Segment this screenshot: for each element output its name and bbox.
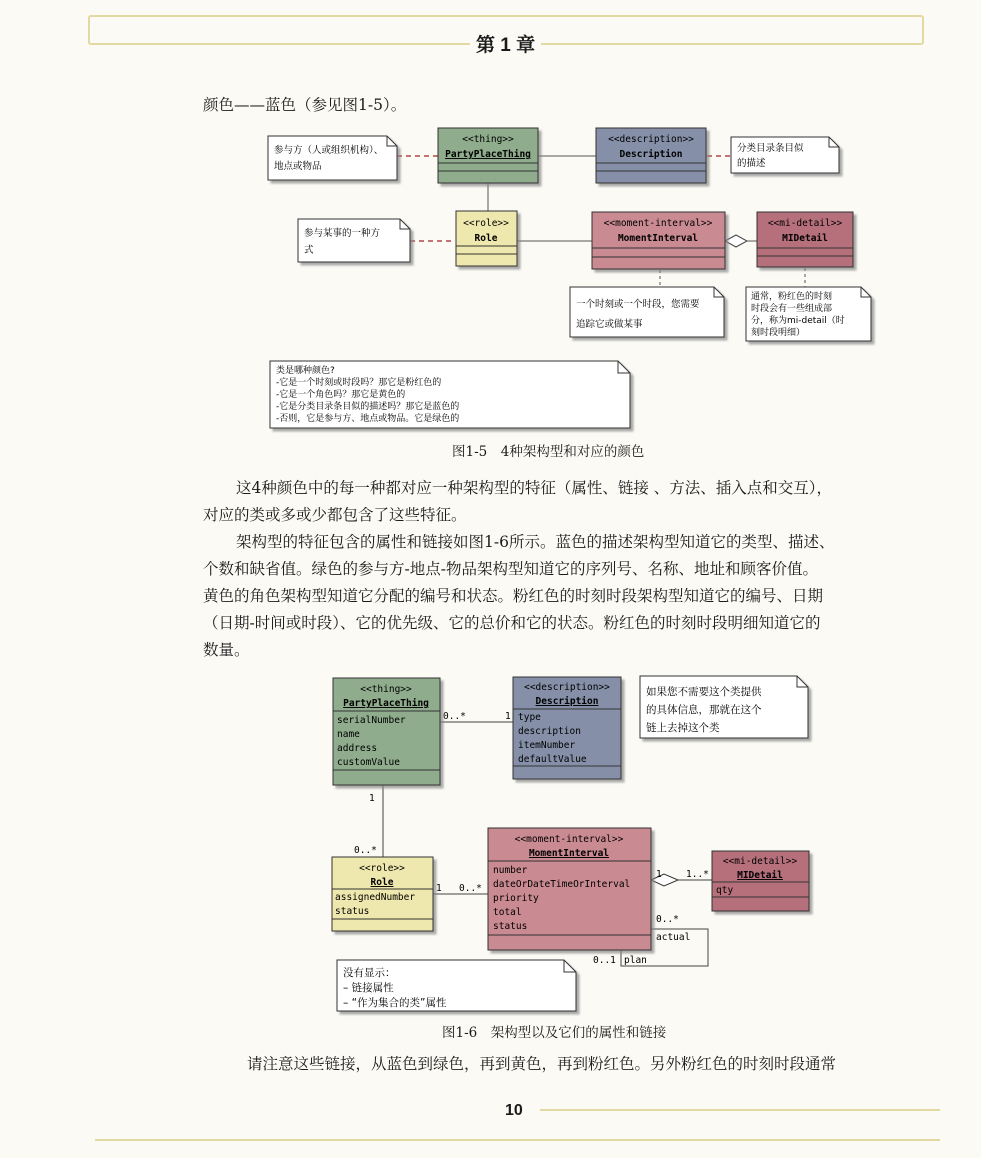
mult-self-top: 0..* <box>656 914 679 925</box>
svg-text:– “作为集合的类”属性: – “作为集合的类”属性 <box>343 997 447 1009</box>
svg-text:qty: qty <box>716 885 734 896</box>
svg-text:<<thing>>: <<thing>> <box>360 684 412 695</box>
para1-line1: 这4种颜色中的每一种都对应一种架构型的特征（属性、链接 、方法、插入点和交互）， <box>236 479 833 497</box>
fig1-midetail-name: MIDetail <box>782 233 828 244</box>
svg-text:Description: Description <box>535 696 599 707</box>
label-plan: plan <box>624 955 647 966</box>
svg-text:total: total <box>493 907 522 918</box>
svg-text:分类目录条目似: 分类目录条目似 <box>737 143 804 154</box>
mult-moment-detail-left: 1 <box>656 869 662 880</box>
svg-text:刻时段明细）: 刻时段明细） <box>751 328 806 338</box>
fig2-note-link <box>640 676 808 738</box>
svg-text:priority: priority <box>493 893 539 904</box>
fig1-role-name: Role <box>474 233 498 244</box>
svg-text:dateOrDateTimeOrInterval: dateOrDateTimeOrInterval <box>493 879 631 890</box>
fig2-caption: 图1-6 架构型以及它们的属性和链接 <box>442 1025 667 1041</box>
svg-text:status: status <box>335 906 370 917</box>
fig2-description-class <box>513 677 621 779</box>
svg-text:MIDetail: MIDetail <box>737 870 783 881</box>
svg-text:-否则，它是参与方、地点或物品。它是绿色的: -否则，它是参与方、地点或物品。它是绿色的 <box>276 414 460 424</box>
svg-text:name: name <box>337 729 360 740</box>
para1-line2: 对应的类或多或少都包含了这些特征。 <box>203 506 467 524</box>
svg-text:type: type <box>518 712 541 723</box>
page-number: 10 <box>505 1102 523 1119</box>
para2-line5: 数量。 <box>203 641 250 659</box>
mult-role-moment-right: 0..* <box>459 883 482 894</box>
svg-text:时段会有一些组成部: 时段会有一些组成部 <box>751 304 833 314</box>
svg-text:参与某事的一种方: 参与某事的一种方 <box>304 228 381 239</box>
fig1-thing-name: PartyPlaceThing <box>445 149 531 160</box>
fig1-moment-name: MomentInterval <box>617 233 699 244</box>
svg-text:address: address <box>337 743 378 754</box>
fig1-description-name: Description <box>619 149 683 160</box>
svg-text:assignedNumber: assignedNumber <box>335 892 416 903</box>
svg-text:的具体信息，那就在这个: 的具体信息，那就在这个 <box>646 704 762 716</box>
svg-text:<<role>>: <<role>> <box>359 863 405 874</box>
svg-text:serialNumber: serialNumber <box>337 715 406 726</box>
svg-text:PartyPlaceThing: PartyPlaceThing <box>343 698 429 709</box>
svg-text:链上去掉这个类: 链上去掉这个类 <box>646 722 720 734</box>
fig1-description-stereotype: <<description>> <box>608 134 694 145</box>
chapter-title: 第 1 章 <box>470 30 541 57</box>
svg-text:-它是一个角色吗？那它是黄色的: -它是一个角色吗？那它是黄色的 <box>276 390 406 400</box>
fig1-midetail-stereotype: <<mi-detail>> <box>767 218 843 229</box>
svg-text:itemNumber: itemNumber <box>518 740 576 751</box>
svg-text:customValue: customValue <box>337 757 400 768</box>
label-actual: actual <box>656 932 691 943</box>
fig1-moment-stereotype: <<moment-interval>> <box>603 218 713 229</box>
svg-text:类是哪种颜色?: 类是哪种颜色? <box>276 366 335 376</box>
mult-thing-role-bottom: 0..* <box>354 845 377 856</box>
svg-text:没有显示：: 没有显示： <box>343 967 396 979</box>
mult-self-bottom: 0..1 <box>593 955 616 966</box>
fig2-moment-class <box>488 828 651 950</box>
mult-moment-detail-right: 1..* <box>686 869 709 880</box>
mult-thing-desc-right: 1 <box>505 711 511 722</box>
svg-text:<<moment-interval>>: <<moment-interval>> <box>514 834 624 845</box>
svg-text:– 链接属性: – 链接属性 <box>343 982 394 994</box>
svg-text:如果您不需要这个类提供: 如果您不需要这个类提供 <box>646 686 762 698</box>
svg-text:的描述: 的描述 <box>737 158 766 169</box>
fig2-thing-class <box>333 678 440 785</box>
para3-line: 请注意这些链接，从蓝色到绿色，再到黄色，再到粉红色。另外粉红色的时刻时段通常 <box>247 1055 837 1073</box>
svg-text:通常，粉红色的时刻: 通常，粉红色的时刻 <box>751 292 833 302</box>
para2-line1: 架构型的特征包含的属性和链接如图1-6所示。蓝色的描述架构型知道它的类型、描述、 <box>236 533 835 551</box>
fig2-midetail-class <box>712 851 809 911</box>
svg-text:status: status <box>493 921 528 932</box>
svg-text:-它是分类目录条目似的描述吗？那它是蓝色的: -它是分类目录条目似的描述吗？那它是蓝色的 <box>276 402 460 412</box>
svg-text:defaultValue: defaultValue <box>518 754 587 765</box>
svg-text:<<description>>: <<description>> <box>524 682 610 693</box>
fig2-role-class <box>332 857 433 931</box>
mult-role-moment-left: 1 <box>436 883 442 894</box>
fig1-role-stereotype: <<role>> <box>463 218 509 229</box>
para2-line3: 黄色的角色架构型知道它分配的编号和状态。粉红色的时刻时段架构型知道它的编号、日期 <box>203 587 824 605</box>
svg-text:式: 式 <box>304 245 314 256</box>
svg-text:地点或物品: 地点或物品 <box>274 161 322 172</box>
svg-text:Role: Role <box>370 877 394 888</box>
svg-text:一个时刻或一个时段，您需要: 一个时刻或一个时段，您需要 <box>576 299 700 310</box>
svg-text:MomentInterval: MomentInterval <box>528 848 610 859</box>
svg-text:description: description <box>518 726 581 737</box>
mult-thing-role-top: 1 <box>369 793 375 804</box>
svg-text:number: number <box>493 865 528 876</box>
mult-thing-desc-left: 0..* <box>443 711 466 722</box>
para2-line2: 个数和缺省值。绿色的参与方-地点-物品架构型知道它的序列号、名称、地址和顾客价值。 <box>203 560 818 578</box>
svg-text:-它是一个时刻或时段吗？那它是粉红色的: -它是一个时刻或时段吗？那它是粉红色的 <box>276 378 442 388</box>
svg-text:<<mi-detail>>: <<mi-detail>> <box>722 856 798 867</box>
svg-text:分，称为mi-detail（时: 分，称为mi-detail（时 <box>751 316 845 326</box>
fig2-note-hidden <box>337 960 576 1011</box>
intro-line: 颜色——蓝色（参见图1-5）。 <box>203 96 407 114</box>
fig1-thing-stereotype: <<thing>> <box>462 134 514 145</box>
fig1-caption: 图1-5 4种架构型和对应的颜色 <box>452 444 645 460</box>
svg-text:参与方（人或组织机构）、: 参与方（人或组织机构）、 <box>274 145 384 156</box>
svg-text:追踪它或做某事: 追踪它或做某事 <box>576 319 643 330</box>
para2-line4: （日期-时间或时段）、它的优先级、它的总价和它的状态。粉红色的时刻时段明细知道它的 <box>203 614 821 632</box>
